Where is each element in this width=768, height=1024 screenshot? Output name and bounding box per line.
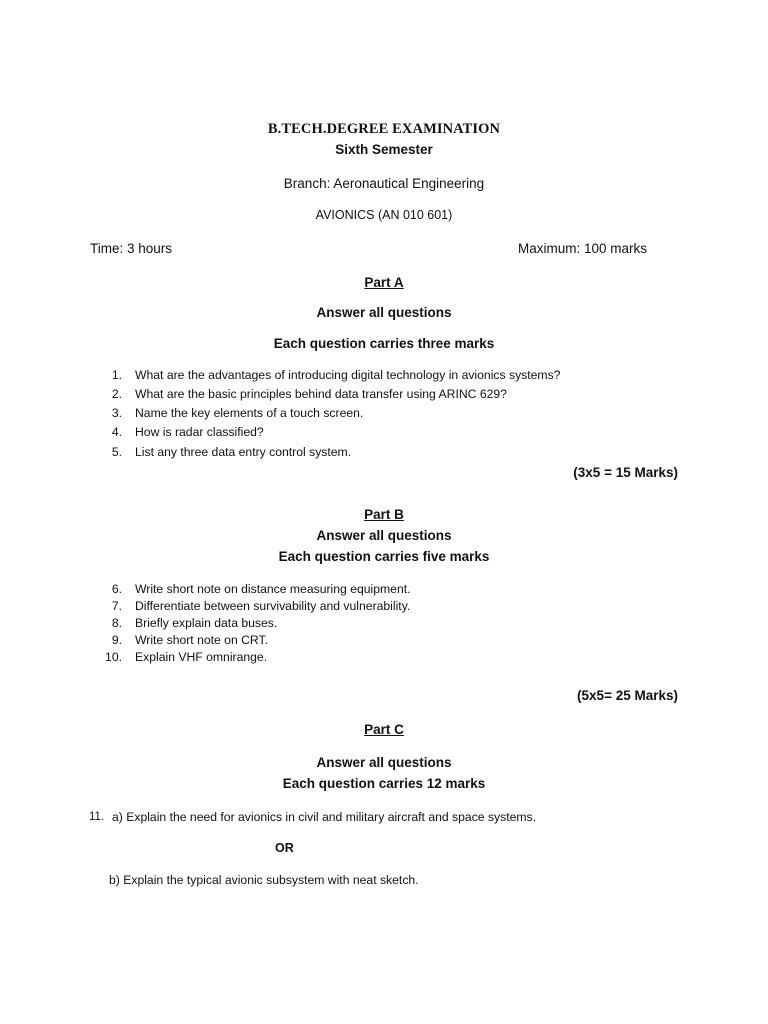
part-c-instruction: Answer all questions [316,755,452,770]
question-text: What are the advantages of introducing digital technology in avionics systems? [135,368,561,382]
question-number: 4. [111,425,122,439]
question-text: How is radar classified? [135,425,264,439]
question-11b-text: b) Explain the typical avionic subsystem with neat sketch. [109,873,419,887]
part-b-instruction: Answer all questions [316,528,452,543]
max-marks-label: Maximum: 100 marks [518,241,648,256]
question-number: 5. [111,445,122,459]
branch-label: Branch: Aeronautical Engineering [283,176,485,191]
question-number: 11. [89,811,105,823]
part-a-marks-rule: Each question carries three marks [273,336,495,351]
question-text: Write short note on CRT. [135,633,268,647]
part-c-heading: Part C [364,722,404,737]
question-number: 6. [111,582,122,596]
question-11a-text: a) Explain the need for avionics in civil and military aircraft and space systems. [112,810,537,824]
question-number: 9. [111,633,122,647]
part-a-heading: Part A [364,275,404,290]
part-b-marks-rule: Each question carries five marks [278,549,490,564]
part-b-heading: Part B [364,507,404,522]
part-c-marks-rule: Each question carries 12 marks [282,776,486,791]
question-number: 3. [111,406,122,420]
question-text: Name the key elements of a touch screen. [135,406,364,420]
question-text: Briefly explain data buses. [135,616,278,630]
part-a-total-marks: (3x5 = 15 Marks) [573,465,678,480]
question-text: List any three data entry control system. [135,445,352,459]
part-a-instruction: Answer all questions [316,305,452,320]
question-number: 2. [111,387,122,401]
time-label: Time: 3 hours [90,241,173,256]
or-separator: OR [275,841,294,855]
question-number: 7. [111,599,122,613]
question-number: 10. [105,650,122,664]
subject-label: AVIONICS (AN 010 601) [315,208,453,222]
exam-title: B.TECH.DEGREE EXAMINATION [267,121,501,137]
question-number: 8. [111,616,122,630]
question-text: Write short note on distance measuring equipment. [135,582,411,596]
part-b-total-marks: (5x5= 25 Marks) [577,688,678,703]
question-number: 1. [111,368,122,382]
question-text: Differentiate between survivability and vulnerability. [135,599,411,613]
semester-label: Sixth Semester [335,142,433,157]
question-text: Explain VHF omnirange. [135,650,268,664]
question-text: What are the basic principles behind data transfer using ARINC 629? [135,387,507,401]
